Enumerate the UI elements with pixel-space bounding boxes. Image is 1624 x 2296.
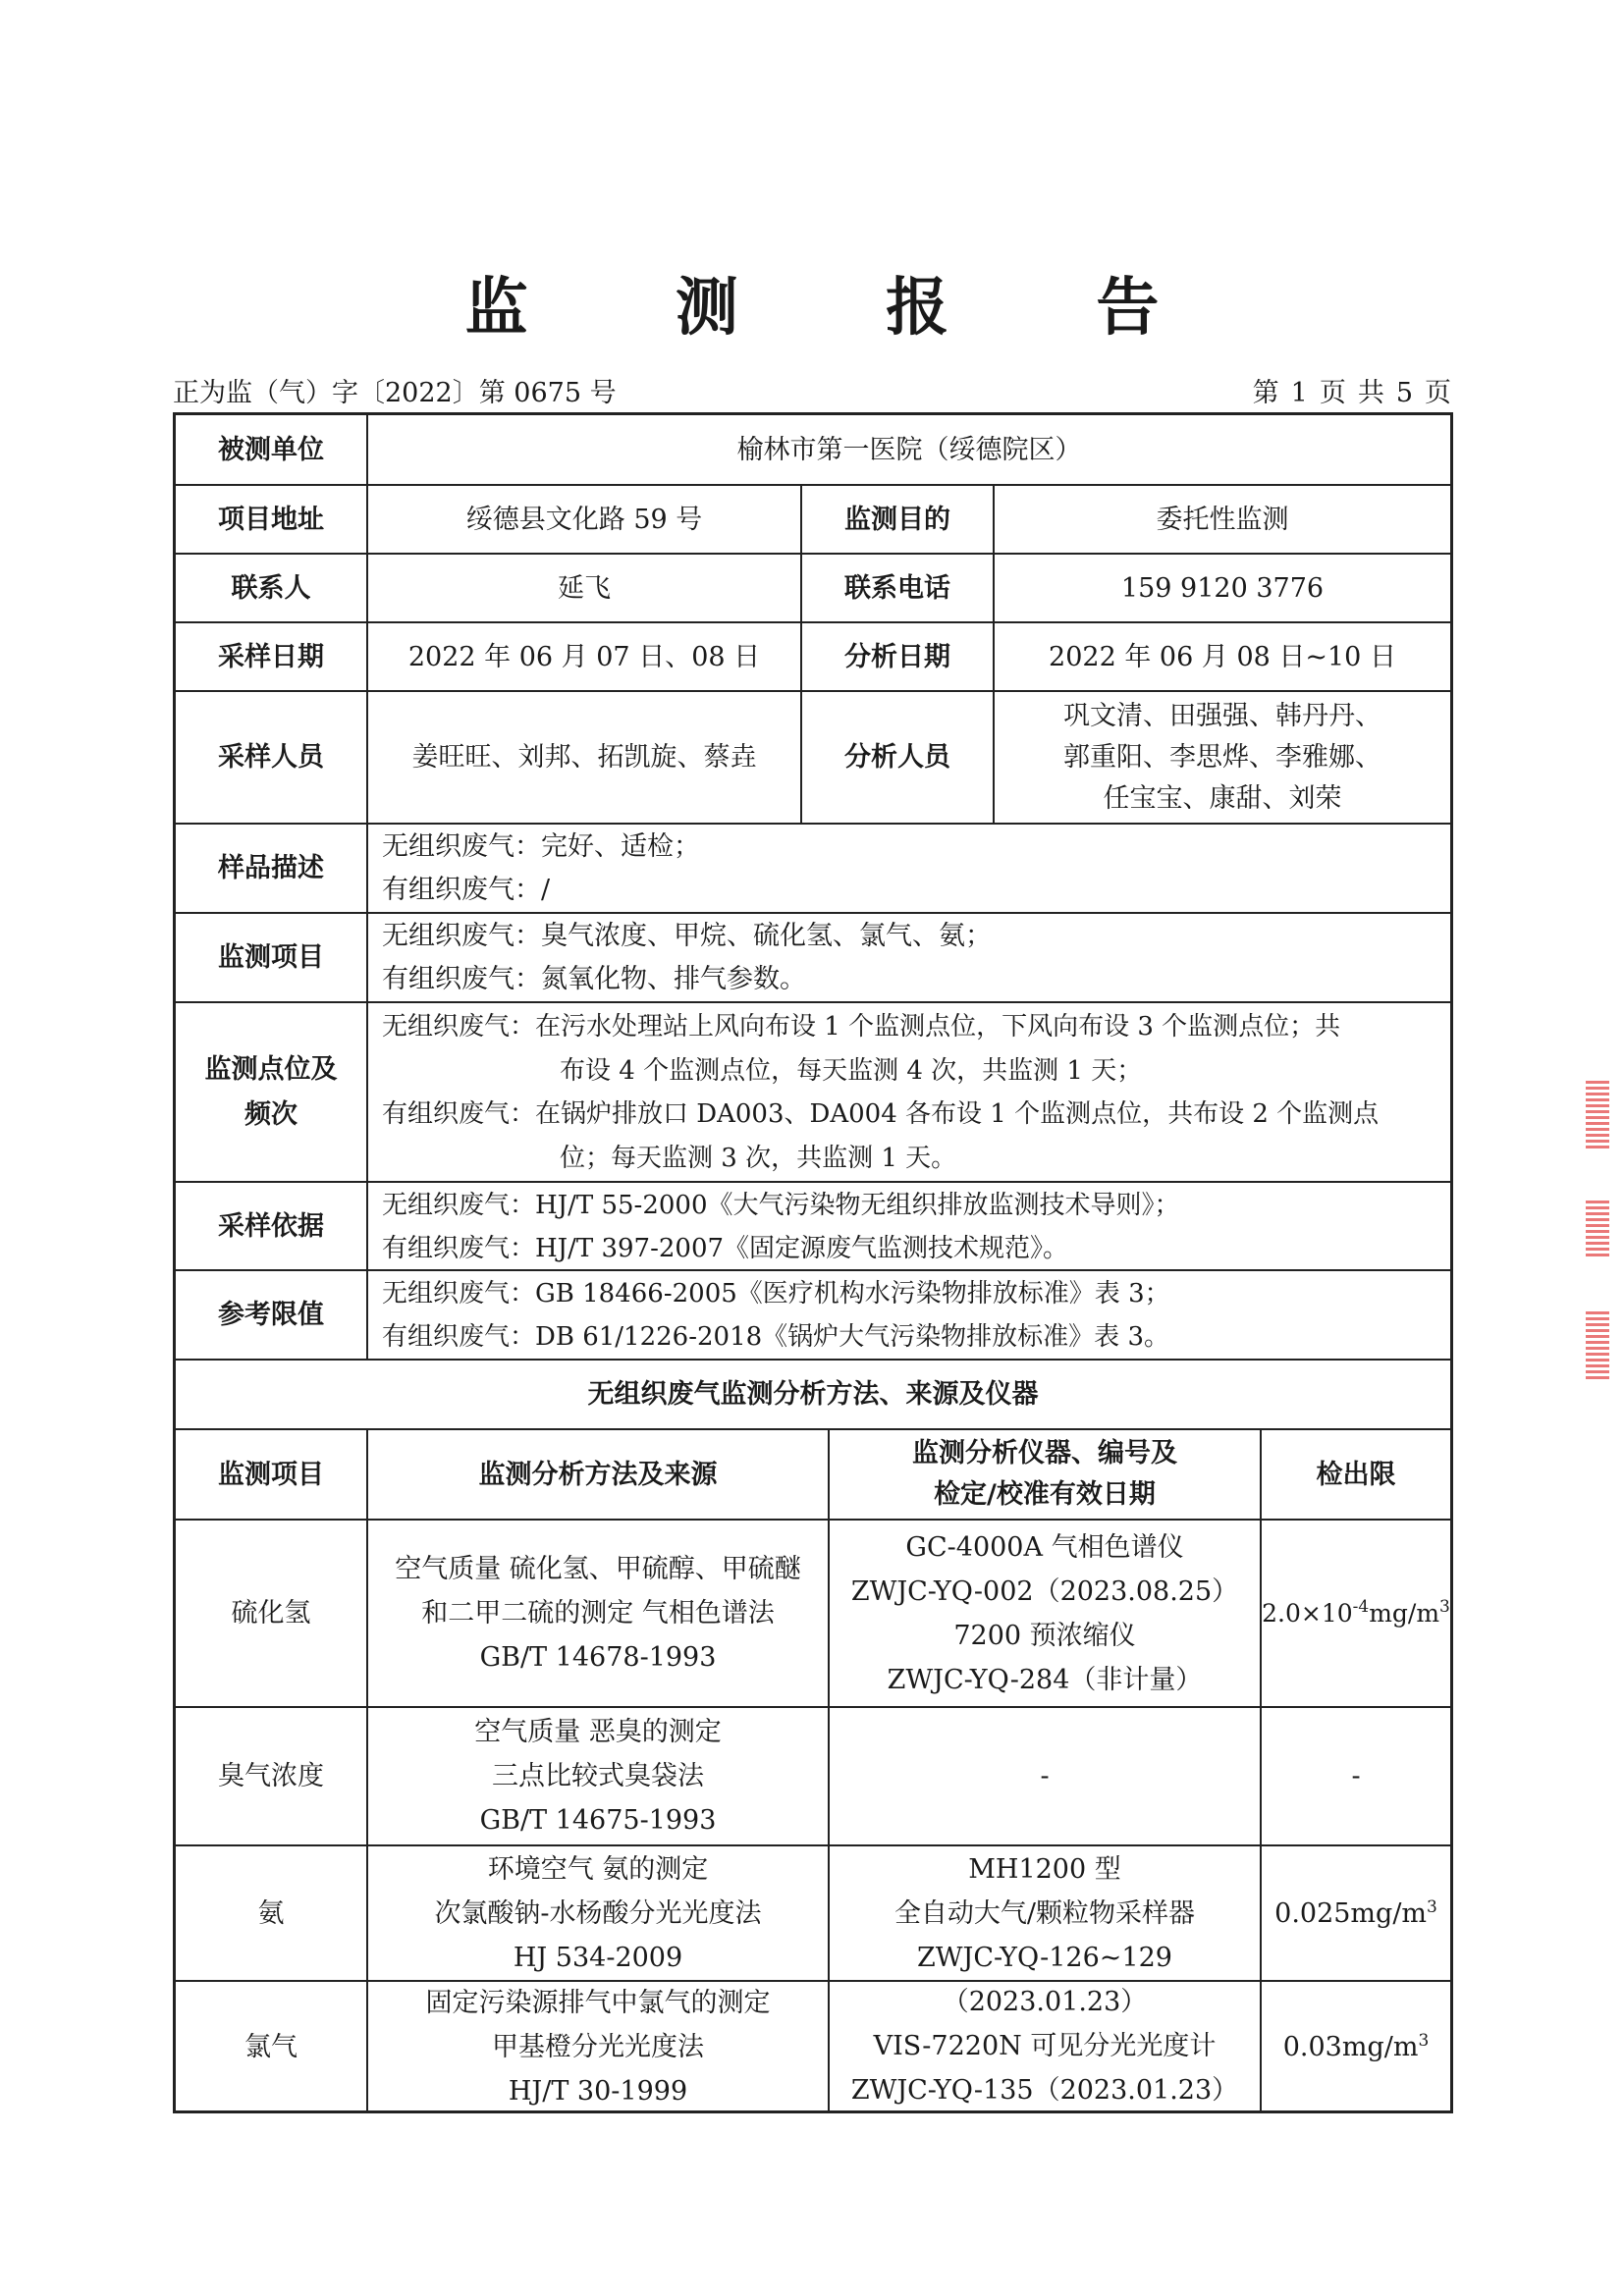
report-number: 正为监（气）字〔2022〕第 0675 号 [173,378,617,408]
shared-instrument-cell: MH1200 型 全自动大气/颗粒物采样器 ZWJC-YQ-126~129（2023.01.23） VIS-7220N 可见分光光度计 ZWJC-YQ-135（2023.01.23） [850,1853,1239,2106]
items-value: 无组织废气：臭气浓度、甲烷、硫化氢、氯气、氨； 有组织废气：氮氧化物、排气参数。 [382,921,992,994]
report-title: 监 测 报 告 [464,272,1222,345]
unit-value: 榆林市第一医院（绥德院区） [736,434,1082,465]
items-label: 监测项目 [218,942,324,973]
sampler-value: 姜旺旺、刘邦、拓凯旋、蔡垚 [411,742,757,773]
address-label: 项目地址 [218,504,324,535]
method-row-limit: $2.0\times 10^{-4}mg/m^3$ [1262,1597,1450,1628]
header-detection-limit: 检出限 [1316,1459,1396,1490]
sampler-label: 采样人员 [218,742,324,773]
analyst-value: 巩文清、田强强、韩丹丹、 郭重阳、李思烨、李雅娜、 任宝宝、康甜、刘荣 [1063,700,1381,814]
contact-value: 延飞 [558,572,611,604]
method-row-method: 空气质量 硫化氢、甲硫醇、甲硫醚 和二甲二硫的测定 气相色谱法 GB/T 14678-1993 [395,1554,801,1673]
unit-label: 被测单位 [218,434,324,465]
method-row-limit: $0.03mg/m^3$ [1282,2031,1430,2062]
purpose-value: 委托性监测 [1156,504,1289,535]
method-row-method: 固定污染源排气中氯气的测定 甲基橙分光光度法 HJ/T 30-1999 [425,1988,771,2107]
method-row-method: 空气质量 恶臭的测定 三点比较式臭袋法 GB/T 14675-1993 [474,1717,722,1836]
method-row-limit: - [1351,1761,1361,1791]
desc-value: 无组织废气：完好、适检； 有组织废气：/ [382,831,700,905]
phone-label: 联系电话 [844,572,950,604]
report-table [173,412,1453,2113]
seal-stamp-fragment [1586,1310,1609,1379]
method-row-item: 氯气 [244,2032,298,2062]
seal-stamp-fragment [1586,1080,1609,1148]
header-method: 监测分析方法及来源 [478,1459,718,1490]
method-row-instrument: GC-4000A 气相色谱仪 ZWJC-YQ-002（2023.08.25） 7200 预浓缩仪 ZWJC-YQ-284（非计量） [850,1531,1239,1695]
basis-label: 采样依据 [218,1210,324,1242]
limit-value: 无组织废气：GB 18466-2005《医疗机构水污染物排放标准》表 3； 有组织废气：DB 61/1226-2018《锅炉大气污染物排放标准》表 3。 [382,1279,1170,1352]
seal-stamp-fragment [1586,1198,1609,1256]
desc-label: 样品描述 [218,853,324,883]
method-row-limit: $0.025mg/m^3$ [1274,1896,1437,1929]
methods-section-title: 无组织废气监测分析方法、来源及仪器 [587,1379,1039,1410]
phone-value: 159 9120 3776 [1120,572,1325,604]
sample-date-value: 2022 年 06 月 07 日、08 日 [407,641,761,672]
analysis-date-label: 分析日期 [844,641,950,672]
points-value: 无组织废气：在污水处理站上风向布设 1 个监测点位，下风向布设 3 个监测点位；共 布设 4 个监测点位，每天监测 4 次，共监测 1 天； 有组织废气：在锅炉排放口 DA003、DA004 各布设 1 个监测点位，共布设 2 个监测点 位；每天监测 3 次，共监测 1 天。 [382,1012,1380,1173]
method-row-item: 硫化氢 [231,1598,311,1629]
header-instrument: 监测分析仪器、编号及 检定/校准有效日期 [912,1438,1177,1510]
method-row-item: 氨 [257,1897,285,1929]
basis-value: 无组织废气：HJ/T 55-2000《大气污染物无组织排放监测技术导则》； 有组织废气：HJ/T 397-2007《固定源废气监测技术规范》。 [382,1191,1180,1263]
sample-date-label: 采样日期 [218,641,324,672]
points-label: 监测点位及 频次 [204,1053,338,1130]
contact-label: 联系人 [231,572,311,604]
header-item: 监测项目 [218,1459,324,1490]
purpose-label: 监测目的 [844,504,950,535]
address-value: 绥德县文化路 59 号 [465,504,703,535]
limit-label: 参考限值 [218,1300,324,1330]
method-row-method: 环境空气 氨的测定 次氯酸钠-水杨酸分光光度法 HJ 534-2009 [434,1853,762,1973]
analyst-label: 分析人员 [844,742,950,773]
method-row-instrument: - [1040,1761,1050,1791]
method-row-item: 臭气浓度 [218,1761,324,1791]
analysis-date-value: 2022 年 06 月 08 日~10 日 [1049,641,1396,672]
page-indicator: 第 1 页 共 5 页 [1252,378,1451,408]
